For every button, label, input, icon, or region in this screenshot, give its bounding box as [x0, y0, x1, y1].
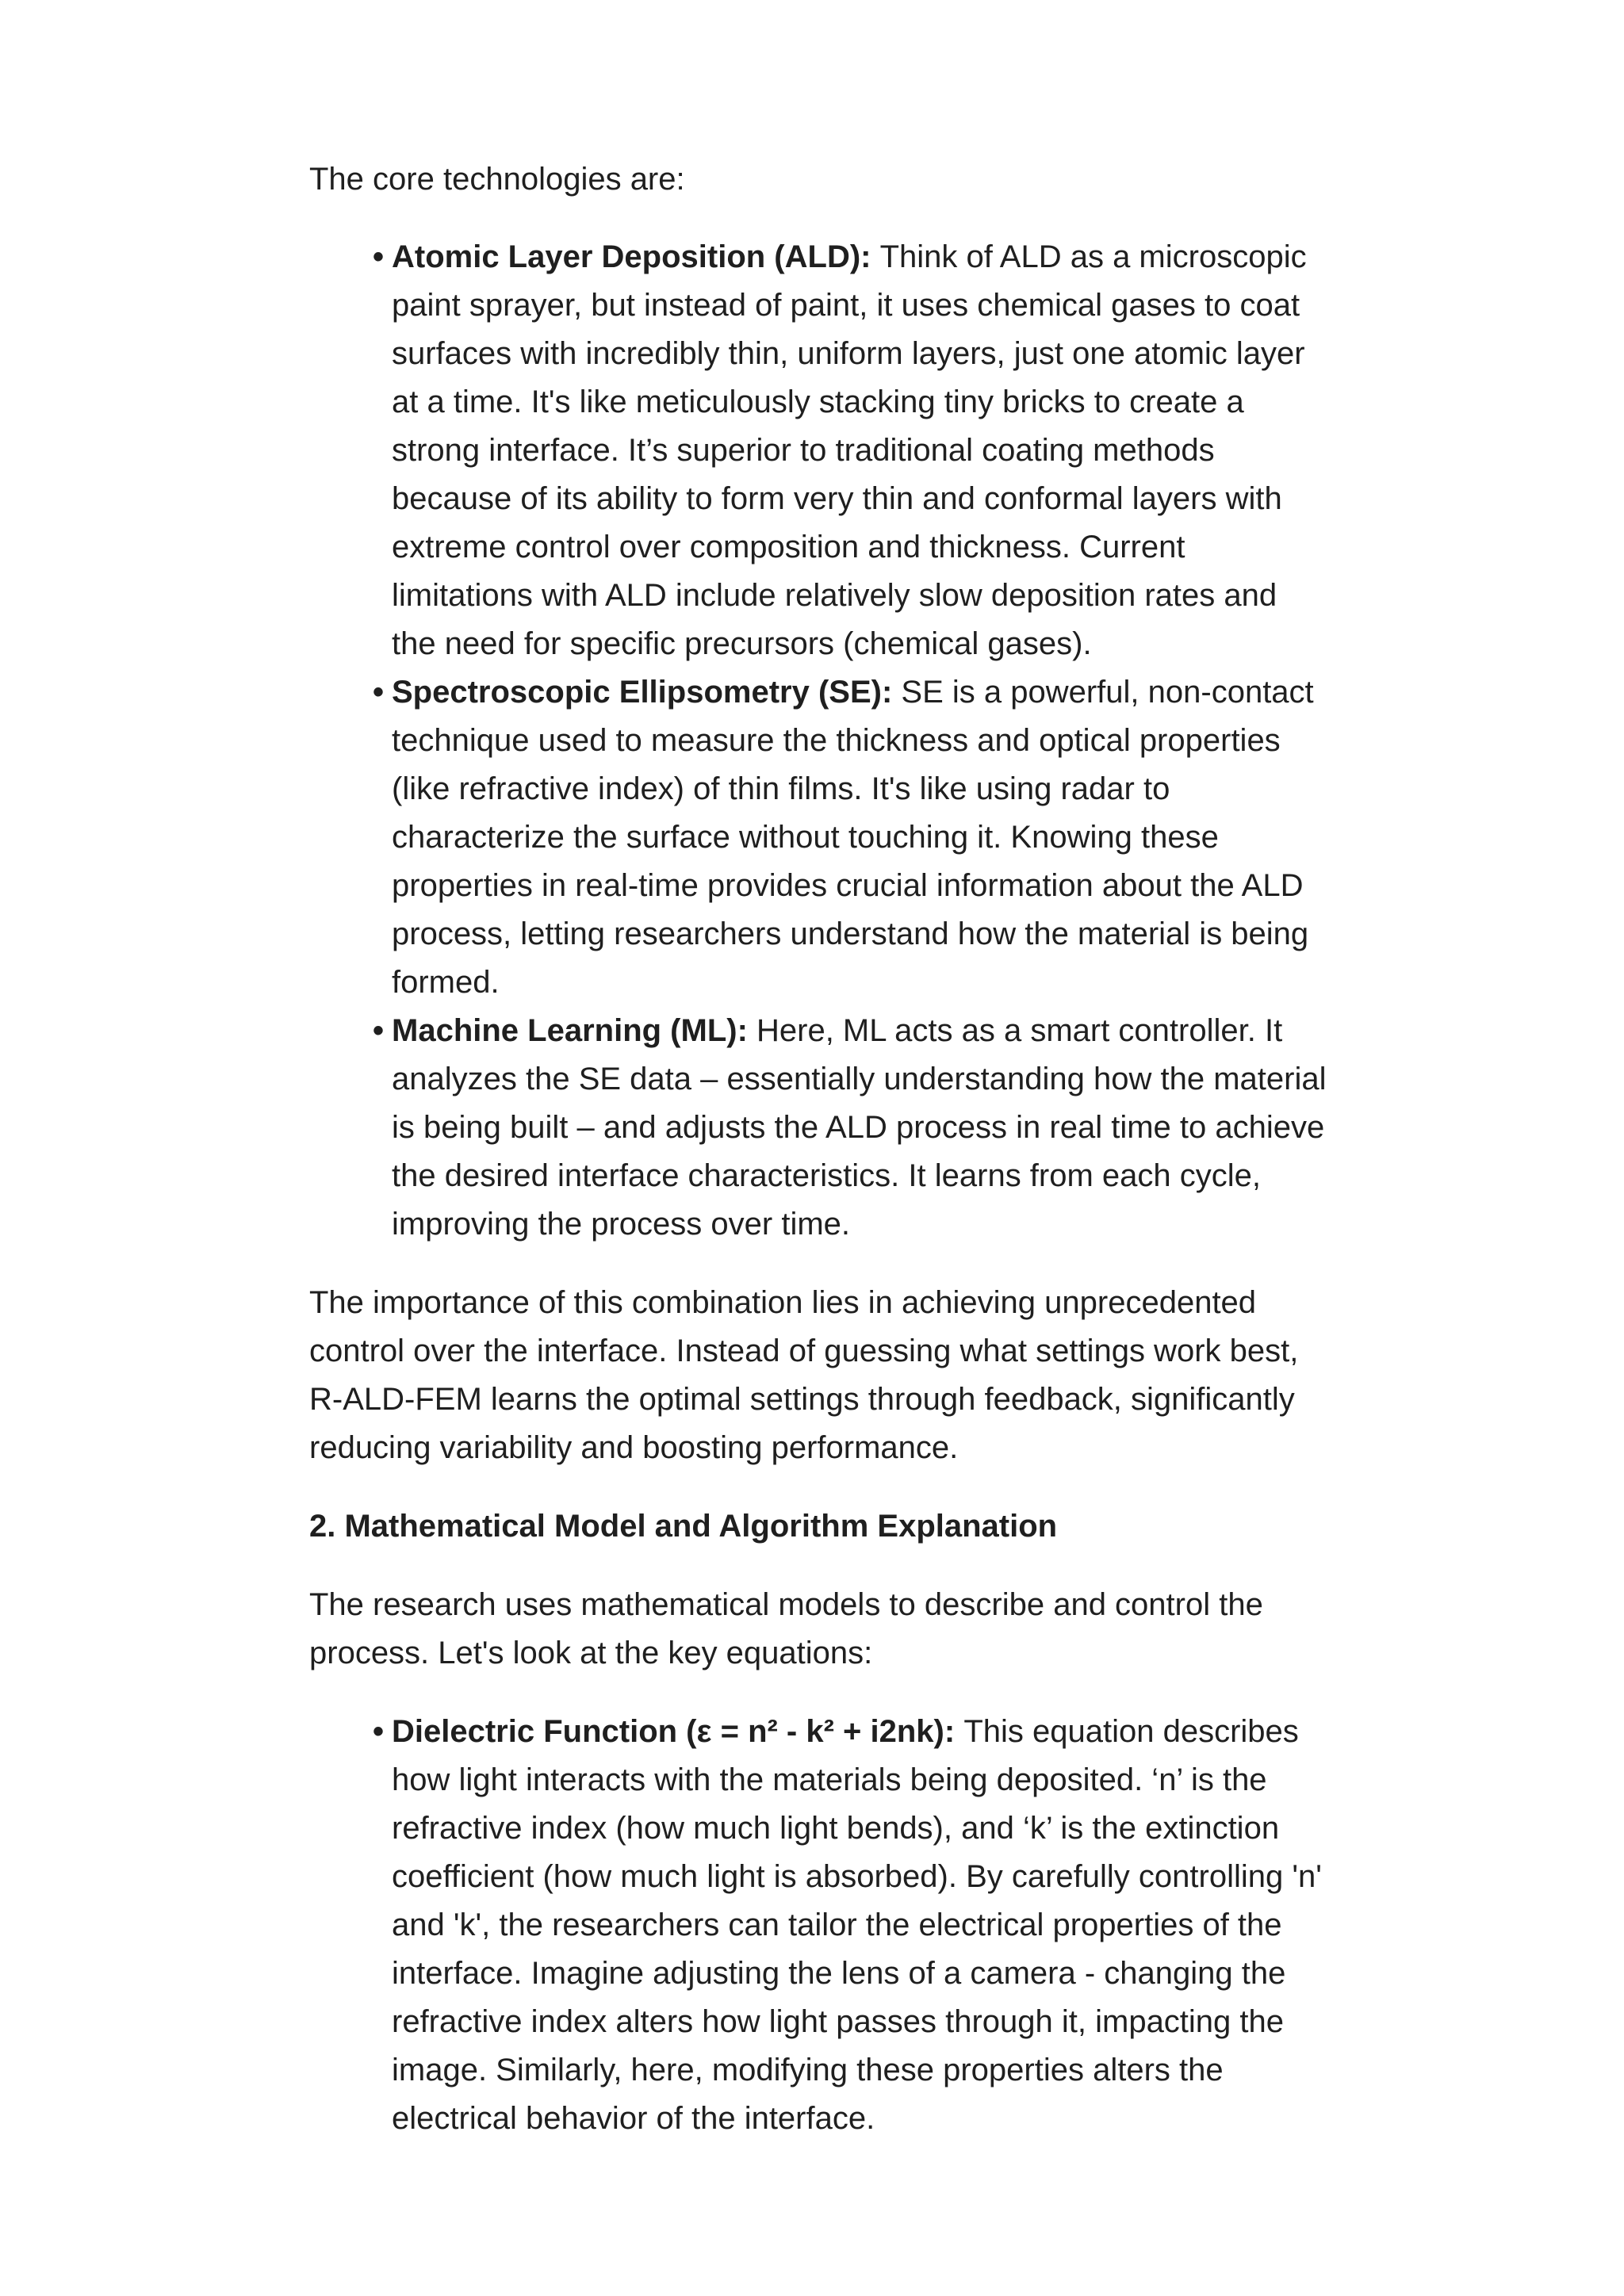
section-heading: 2. Mathematical Model and Algorithm Explanation — [309, 1509, 1058, 1544]
term-description: This equation describes how light interacts with the materials being deposited. ‘n’ is the refractive index (how much light bends), and ‘k’ is the extinction coefficient (how much light is absorbed). By carefully controlling 'n' and 'k', the researchers can tailor the electrical properties of the interface. Imagine adjusting the lens of a camera - changing the refractive index alters how light passes through it, impacting the image. Similarly, here, modifying these properties alters the electrical behavior of the interface. — [392, 1714, 1322, 2136]
bullet-icon: • — [373, 239, 385, 274]
bullet-icon: • — [373, 1714, 385, 1749]
intro-text: The core technologies are: — [309, 162, 685, 197]
term-description: Here, ML acts as a smart controller. It analyzes the SE data – essentially understanding how the material is being built – and adjusts the ALD process in real time to achieve the desired interface characteristics. It learns from each cycle, improving the process over time. — [392, 1013, 1327, 1242]
importance-paragraph: The importance of this combination lies in achieving unprecedented control over the interface. Instead of guessing what settings work best, R-ALD-FEM learns the optimal settings through feedback, significantly reducing variability and boosting performance. — [309, 1285, 1299, 1465]
list-item — [373, 1708, 1327, 2143]
term-label: Spectroscopic Ellipsometry (SE): — [392, 675, 902, 710]
term-description: Think of ALD as a microscopic paint sprayer, but instead of paint, it uses chemical gases to coat surfaces with incredibly thin, uniform layers, just one atomic layer at a time. It's like meticulously stacking tiny bricks to create a strong interface. It’s superior to traditional coating methods because of its ability to form very thin and conformal layers with extreme control over composition and thickness. Current limitations with ALD include relatively slow deposition rates and the need for specific precursors (chemical gases). — [392, 239, 1307, 661]
bullet-icon: • — [373, 675, 385, 710]
document-body — [309, 155, 1340, 2143]
equations-list — [309, 1708, 1327, 2143]
term-description: SE is a powerful, non-contact technique used to measure the thickness and optical properties (like refractive index) of thin films. It's like using radar to characterize the surface without touching it. Knowing these properties in real-time provides crucial information about the ALD process, letting researchers understand how the material is being formed. — [392, 675, 1314, 1000]
bullet-icon: • — [373, 1013, 385, 1048]
list-item — [373, 1007, 1327, 1249]
technologies-list — [309, 233, 1327, 1249]
term-label: Machine Learning (ML): — [392, 1013, 756, 1048]
research-paragraph: The research uses mathematical models to describe and control the process. Let's look at the key equations: — [309, 1587, 1263, 1670]
list-item — [373, 233, 1327, 668]
term-label: Dielectric Function (ε = n² - k² + i2nk): — [392, 1714, 964, 1749]
term-label: Atomic Layer Deposition (ALD): — [392, 239, 880, 274]
list-item — [373, 668, 1327, 1007]
